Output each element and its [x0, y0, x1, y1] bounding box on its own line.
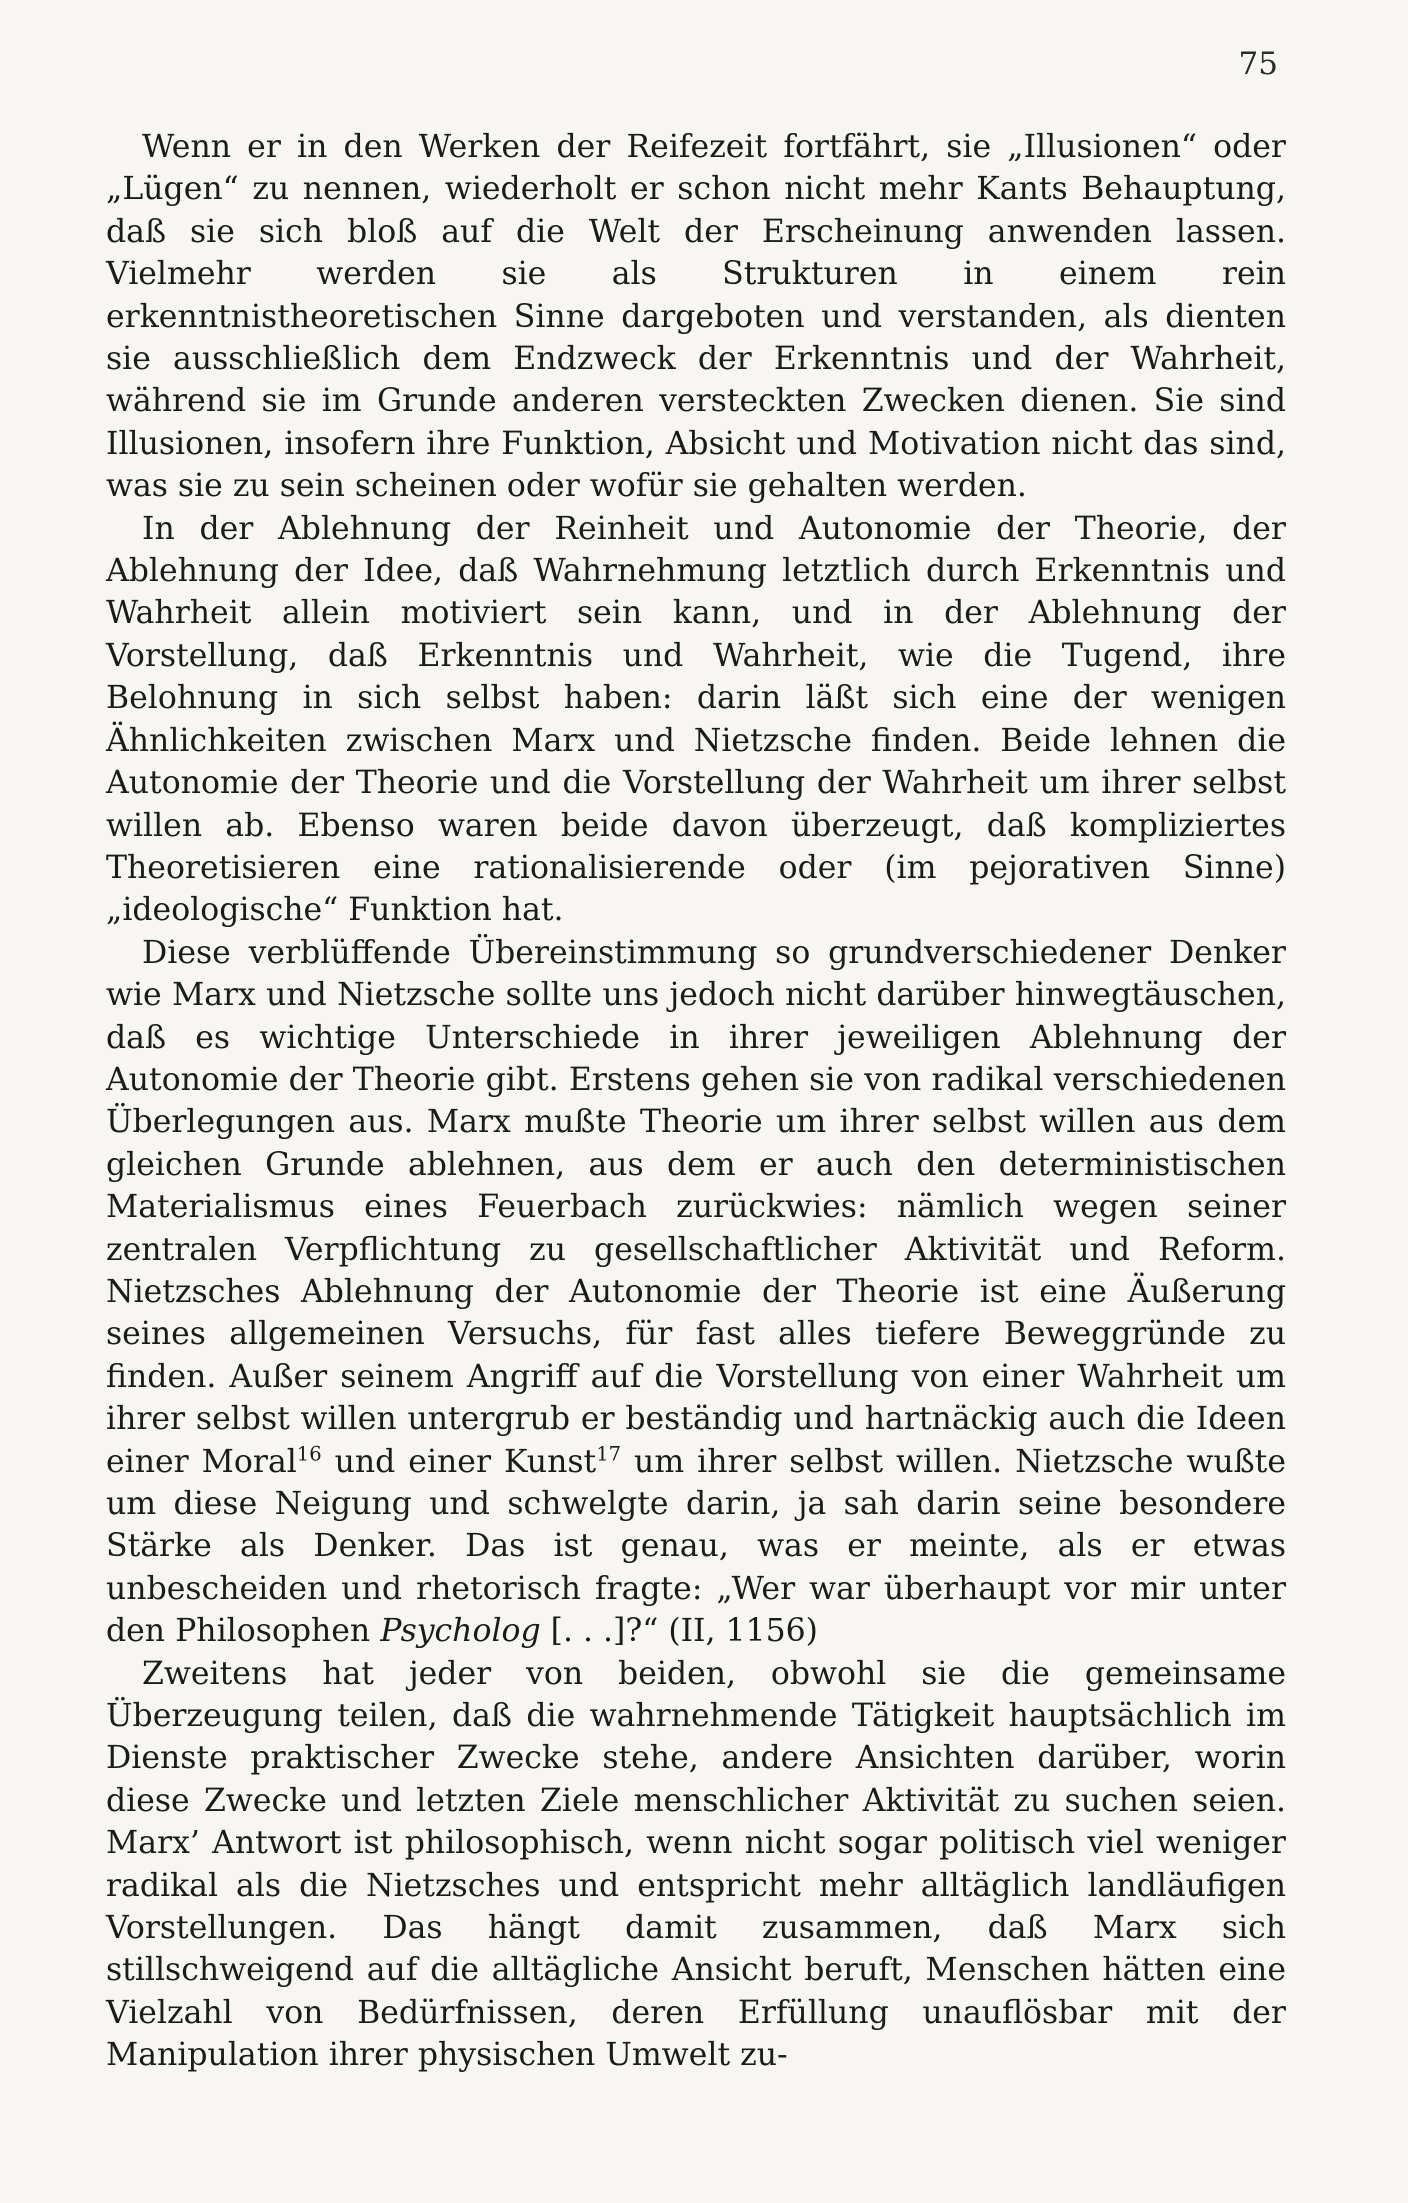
- emphasis: Psycholog: [380, 1613, 541, 1650]
- footnote-ref: 17: [596, 1442, 622, 1466]
- text-run: Wenn er in den Werken der Reifezeit fortfährt, sie „Illusionen“ oder „Lügen“ zu nennen, wiederholt er schon nicht mehr Kants Behauptung, daß sie sich bloß auf die Welt der Erscheinung anwenden lassen. Vielmehr werden sie als Strukturen in einem rein erkenntnistheoretischen Sinne dargeboten und verstanden, als dienten sie ausschließlich dem Endzweck der Erkenntnis und der Wahrheit, während sie im Grunde anderen versteckten Zwecken dienen. Sie sind Illusionen, insofern ihre Funktion, Absicht und Motivation nicht das sind, was sie zu sein scheinen oder wofür sie gehalten werden.: [106, 129, 1286, 505]
- text-run: [. . .]?“ (II, 1156): [540, 1613, 818, 1650]
- paragraph: [106, 1653, 1286, 2077]
- paragraph: [106, 932, 1286, 1653]
- footnote-ref: 16: [296, 1442, 322, 1466]
- text-run: In der Ablehnung der Reinheit und Autonomie der Theorie, der Ablehnung der Idee, daß Wahrnehmung letztlich durch Erkenntnis und Wahrheit allein motiviert sein kann, und in der Ablehnung der Vorstellung, daß Erkenntnis und Wahrheit, wie die Tugend, ihre Belohnung in sich selbst haben: darin läßt sich eine der wenigen Ähnlichkeiten zwischen Marx und Nietzsche finden. Beide lehnen die Autonomie der Theorie und die Vorstellung der Wahrheit um ihrer selbst willen ab. Ebenso waren beide davon überzeugt, daß kompliziertes Theoretisieren eine rationalisierende oder (im pejorativen Sinne) „ideologische“ Funktion hat.: [106, 510, 1286, 929]
- body-text: [106, 126, 1286, 2077]
- text-run: und einer Kunst: [321, 1443, 597, 1480]
- page-number: 75: [1238, 46, 1278, 82]
- text-run: Zweitens hat jeder von beiden, obwohl sie die gemeinsame Überzeugung teilen, daß die wahrnehmende Tätigkeit hauptsächlich im Dienste praktischer Zwecke stehe, andere Ansichten darüber, worin diese Zwecke und letzten Ziele menschlicher Aktivität zu suchen seien. Marx’ Antwort ist philosophisch, wenn nicht sogar politisch viel weniger radikal als die Nietzsches und entspricht mehr alltäglich landläufigen Vorstellungen. Das hängt damit zusammen, daß Marx sich stillschweigend auf die alltägliche Ansicht beruft, Menschen hätten eine Vielzahl von Bedürfnissen, deren Erfüllung unauflösbar mit der Manipulation ihrer physischen Umwelt zu-: [106, 1655, 1286, 2074]
- text-run: um ihrer selbst willen. Nietzsche wußte um diese Neigung und schwelgte darin, ja sah darin seine besondere Stärke als Denker. Das ist genau, was er meinte, als er etwas unbescheiden und rhetorisch fragte: „Wer war überhaupt vor mir unter den Philosophen: [106, 1443, 1286, 1650]
- paragraph: [106, 126, 1286, 508]
- paragraph: [106, 508, 1286, 932]
- text-run: Diese verblüffende Übereinstimmung so grundverschiedener Denker wie Marx und Nietzsche sollte uns jedoch nicht darüber hinwegtäuschen, daß es wichtige Unterschiede in ihrer jeweiligen Ablehnung der Autonomie der Theorie gibt. Erstens gehen sie von radikal verschiedenen Überlegungen aus. Marx mußte Theorie um ihrer selbst willen aus dem gleichen Grunde ablehnen, aus dem er auch den deterministischen Materialismus eines Feuerbach zurückwies: nämlich wegen seiner zentralen Verpflichtung zu gesellschaftlicher Aktivität und Reform. Nietzsches Ablehnung der Autonomie der Theorie ist eine Äußerung seines allgemeinen Versuchs, für fast alles tiefere Beweggründe zu finden. Außer seinem Angriff auf die Vorstellung von einer Wahrheit um ihrer selbst willen untergrub er beständig und hartnäckig auch die Ideen einer Moral: [106, 934, 1286, 1480]
